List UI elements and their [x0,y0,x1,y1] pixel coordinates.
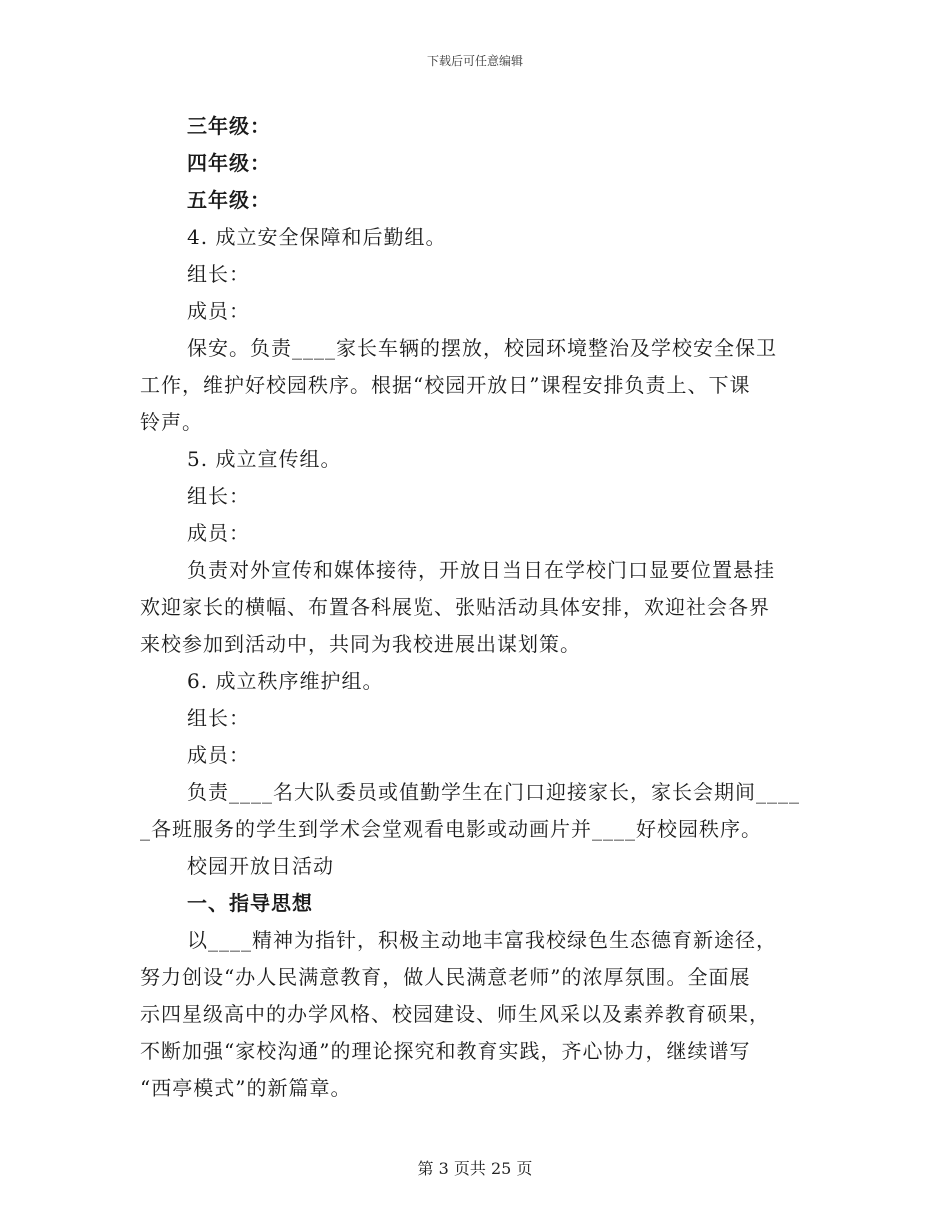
paragraph-line: 努力创设“办人民满意教育，做人民满意老师”的浓厚氛围。全面展 [140,965,751,989]
text-line: 4. 成立安全保障和后勤组。 [187,225,447,249]
page-footer: 第 3 页共 25 页 [417,1159,533,1178]
section-heading: 五年级： [187,188,271,212]
section-heading: 四年级： [187,151,271,175]
text-line: 6. 成立秩序维护组。 [187,669,384,693]
text-line: 组长： [187,262,250,286]
paragraph-line: 铃声。 [140,410,203,434]
section-heading: 三年级： [187,114,271,138]
text-line: 5. 成立宣传组。 [187,447,342,471]
paragraph-line: 欢迎家长的横幅、布置各科展览、张贴活动具体安排，欢迎社会各界 [140,595,770,619]
paragraph-line: 不断加强“家校沟通”的理论探究和教育实践，齐心协力，继续谱写 [140,1039,751,1063]
text-line: 组长： [187,484,250,508]
text-line: 成员： [187,521,250,545]
paragraph [140,774,810,848]
paragraph-line: _各班服务的学生到学术会堂观看电影或动画片并____好校园秩序。 [140,817,762,841]
paragraph-line: 负责对外宣传和媒体接待，开放日当日在学校门口显要位置悬挂 [187,558,775,582]
paragraph-line: “西亭模式”的新篇章。 [140,1076,352,1100]
paragraph-line: 来校参加到活动中，共同为我校进展出谋划策。 [140,632,581,656]
paragraph-line: 保安。负责____家长车辆的摆放，校园环境整治及学校安全保卫 [187,336,777,360]
section-heading: 一、指导思想 [187,891,313,915]
text-line: 成员： [187,299,250,323]
paragraph-line: 工作，维护好校园秩序。根据“校园开放日”课程安排负责上、下课 [140,373,751,397]
paragraph [140,922,810,1107]
text-line: 成员： [187,743,250,767]
text-line: 组长： [187,706,250,730]
paragraph-line: 以____精神为指针，积极主动地丰富我校绿色生态德育新途径， [187,928,777,952]
text-line: 校园开放日活动 [187,854,334,878]
paragraph [140,552,810,663]
paragraph [140,330,810,441]
document-body [140,108,810,1107]
paragraph-line: 示四星级高中的办学风格、校园建设、师生风采以及素养教育硕果， [140,1002,770,1026]
paragraph-line: 负责____名大队委员或值勤学生在门口迎接家长，家长会期间____ [187,780,800,804]
page-header: 下载后可任意编辑 [426,54,523,68]
